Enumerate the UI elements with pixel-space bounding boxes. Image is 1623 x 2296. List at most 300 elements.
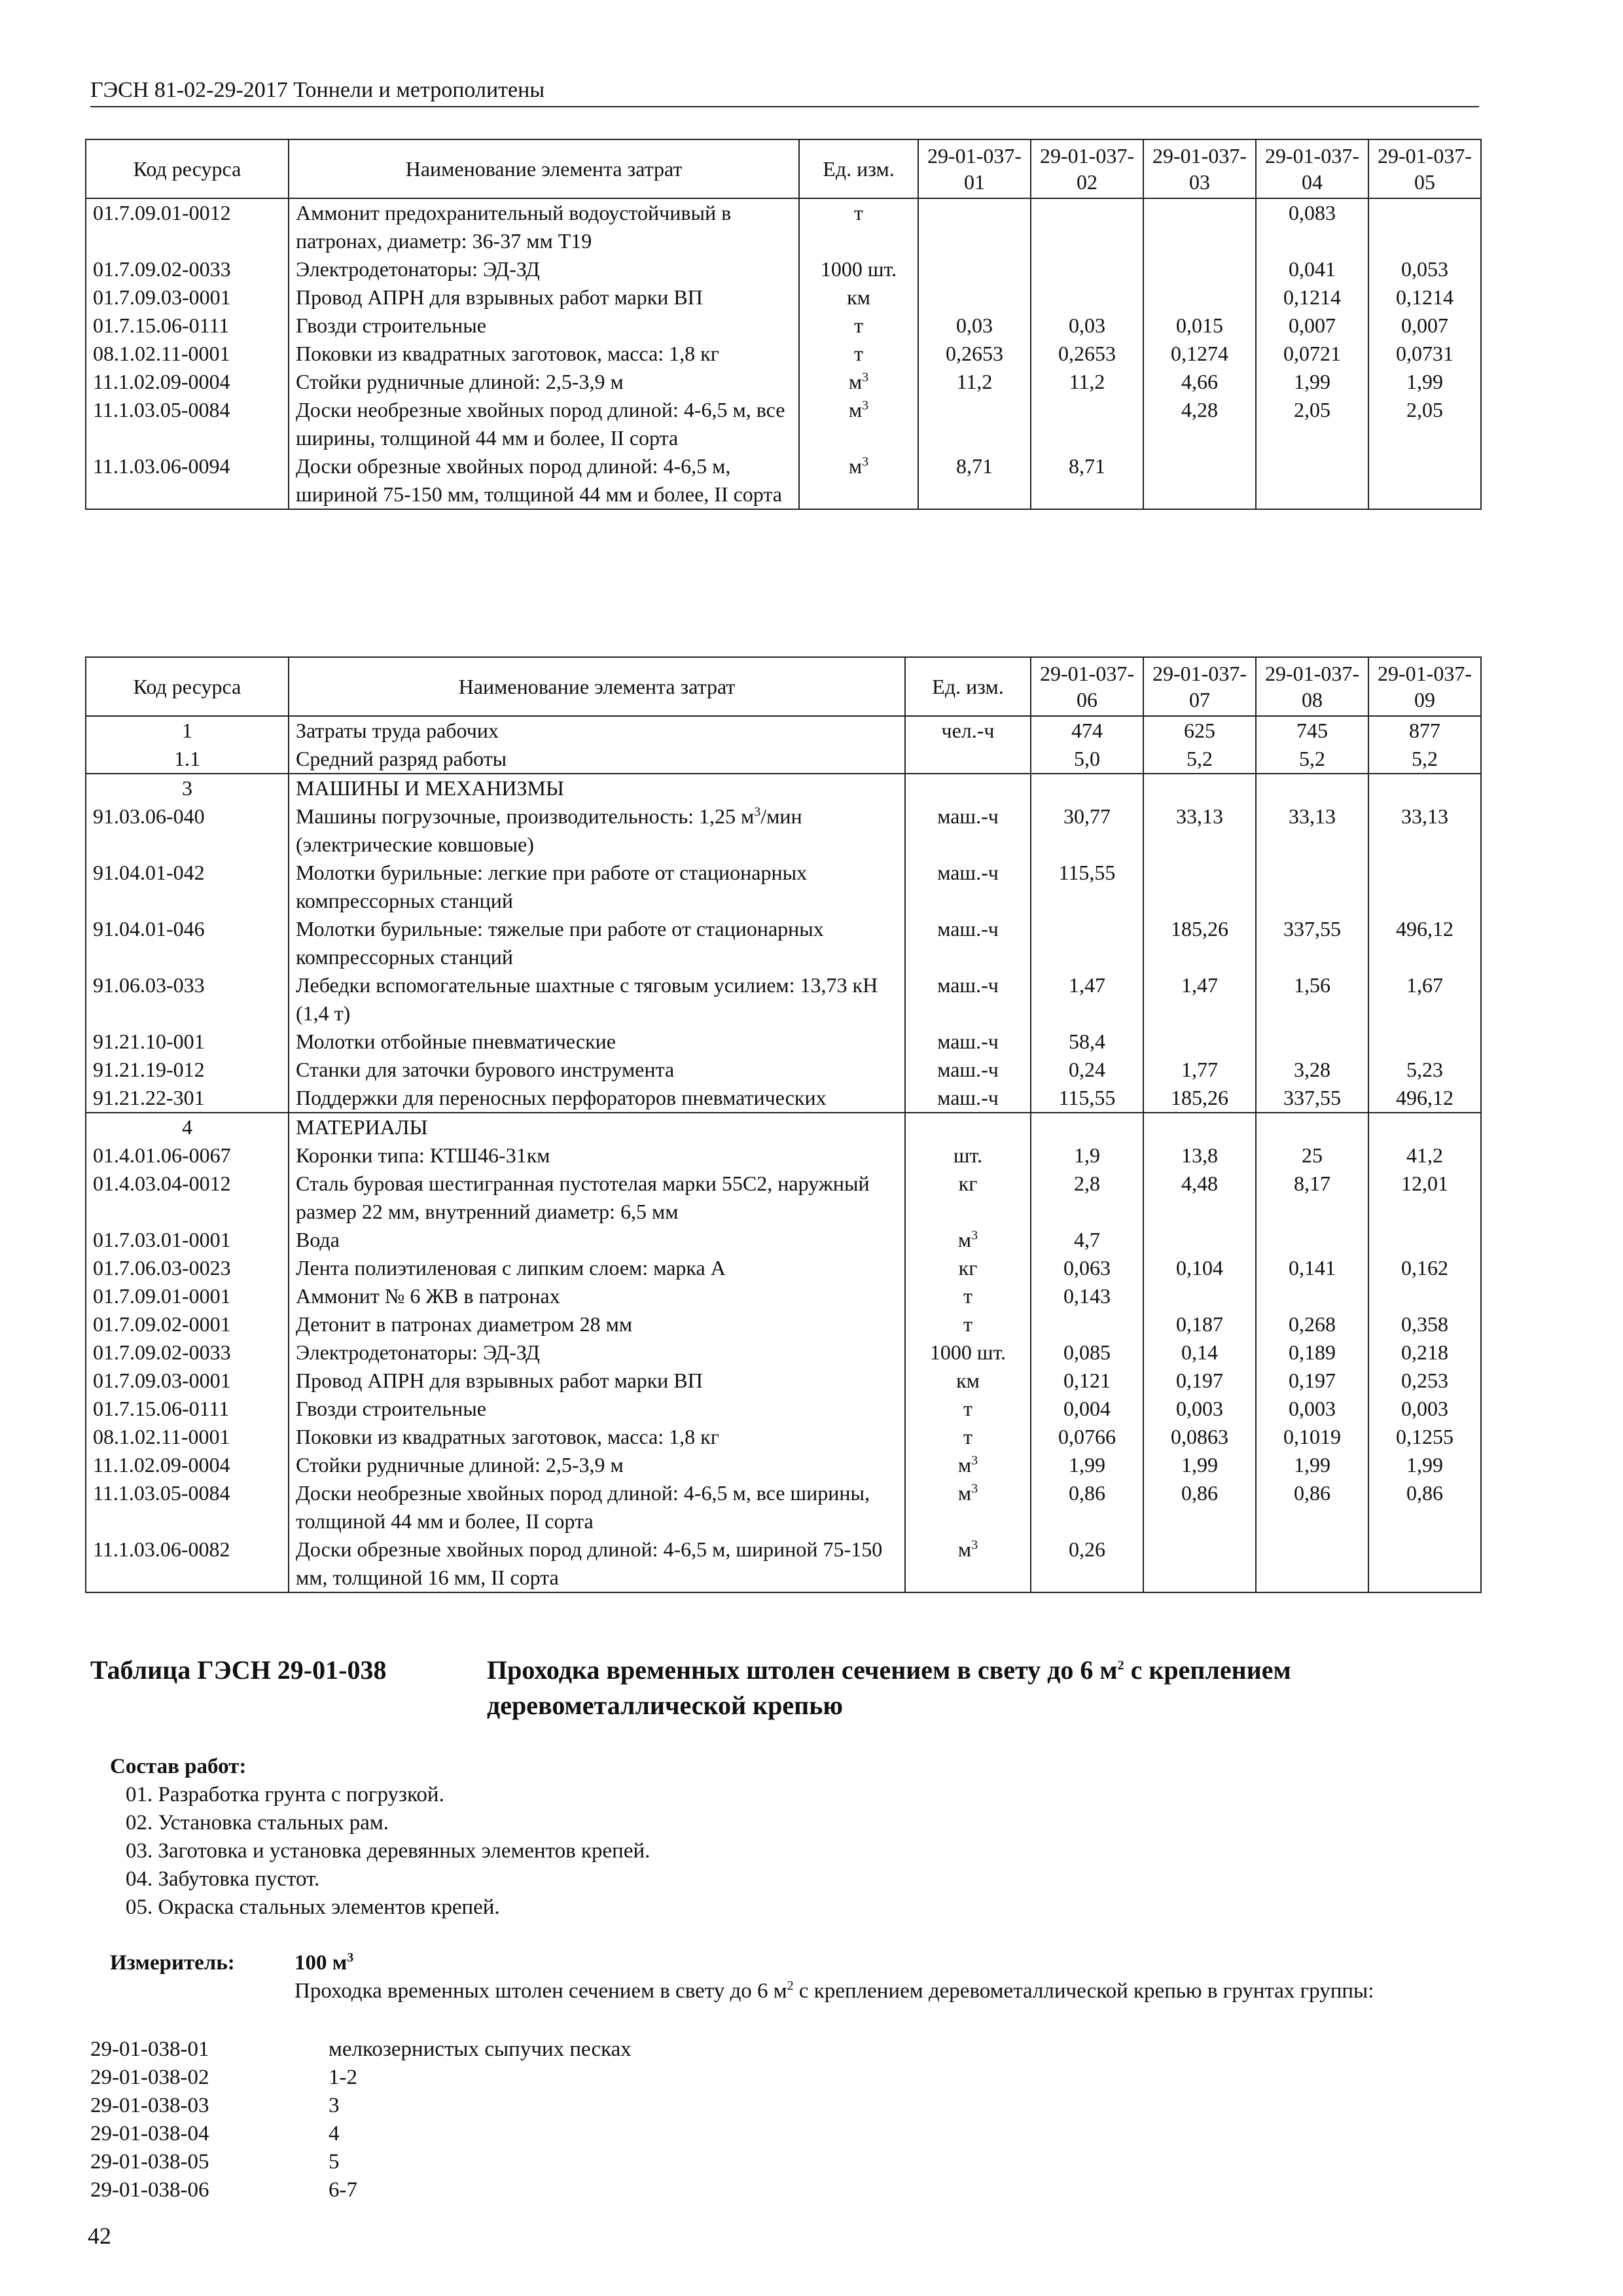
cell-value: 0,197 (1256, 1367, 1368, 1395)
cell-unit-text: т (854, 314, 863, 337)
cell-name-text: Сталь буровая шестигранная пустотелая марки 55С2, наружный размер 22 мм, внутренний диаметр: 6,5 мм (296, 1172, 870, 1223)
cell-name-text: Доски обрезные хвойных пород длиной: 4-6,5 м, шириной 75-150 мм, толщиной 44 мм и более, II сорта (296, 454, 782, 506)
table-row (86, 716, 1481, 745)
cell-value: 337,55 (1256, 915, 1368, 971)
cell-unit (905, 1254, 1031, 1282)
cell-value: 5,23 (1368, 1056, 1481, 1084)
code: 29-01-038-05 (90, 2150, 209, 2174)
cell-unit (905, 1226, 1031, 1254)
cell-name (289, 1254, 905, 1282)
cell-code: 01.7.03.01-0001 (86, 1226, 289, 1254)
table-row (86, 1141, 1481, 1170)
cell-code: 11.1.03.05-0084 (86, 1479, 289, 1535)
cell-code: 01.7.09.01-0001 (86, 1282, 289, 1310)
cell-name (289, 396, 799, 452)
cell-value: 0,86 (1368, 1479, 1481, 1535)
measure-unit (294, 1949, 353, 1977)
cell-value: 337,55 (1256, 1084, 1368, 1113)
table-row (86, 1282, 1481, 1310)
cell-unit-text: м (957, 1481, 972, 1505)
cell-name (289, 1535, 905, 1592)
measure-description (294, 1977, 1499, 2005)
cell-value (1368, 198, 1481, 255)
cell-unit-text: т (963, 1312, 972, 1336)
cell-name (289, 1479, 905, 1535)
cell-value (1143, 1028, 1256, 1056)
resource-table-2 (85, 656, 1482, 1593)
header-col: 29-01-037-04 (1256, 139, 1368, 198)
table-row (86, 1395, 1481, 1423)
cell-value: 1,99 (1256, 368, 1368, 396)
cell-value (1143, 198, 1256, 255)
cell-value (1031, 255, 1143, 283)
cell-value: 33,13 (1256, 802, 1368, 859)
code: 29-01-038-02 (90, 2066, 209, 2089)
cell-name-text: Лента полиэтиленовая с липким слоем: марка А (296, 1256, 726, 1280)
cell-name (289, 1113, 905, 1141)
cell-value (1143, 774, 1256, 802)
cell-code: 91.04.01-042 (86, 859, 289, 915)
table-row (86, 1254, 1481, 1282)
cell-name (289, 745, 905, 774)
cell-name (289, 255, 799, 283)
measure-desc-post: с креплением деревометаллической крепью в грунтах группы: (793, 1979, 1374, 2003)
cell-name-text: МАТЕРИАЛЫ (296, 1115, 428, 1139)
cell-value: 1,99 (1143, 1451, 1256, 1479)
table-row (86, 1056, 1481, 1084)
cell-unit (799, 396, 918, 452)
cell-value: 33,13 (1143, 802, 1256, 859)
cell-code: 11.1.02.09-0004 (86, 368, 289, 396)
cell-unit (905, 1170, 1031, 1226)
cell-name (289, 802, 905, 859)
cell-unit-sup: 3 (971, 1453, 978, 1468)
cell-value: 4,66 (1143, 368, 1256, 396)
cell-name (289, 198, 799, 255)
cell-value (918, 283, 1031, 312)
cell-code: 11.1.03.06-0094 (86, 452, 289, 509)
cell-name-text: Электродетонаторы: ЭД-ЗД (296, 1340, 540, 1364)
cell-value (1143, 859, 1256, 915)
table-row (86, 1479, 1481, 1535)
cell-value: 0,86 (1143, 1479, 1256, 1535)
cell-name-text: Провод АПРН для взрывных работ марки ВП (296, 285, 703, 309)
cell-name-text: Машины погрузочные, производительность: 1,25 (296, 804, 736, 828)
cell-value: 0,03 (1031, 312, 1143, 340)
header-col: 29-01-037-05 (1368, 139, 1481, 198)
cell-name-unit: м (741, 804, 755, 828)
cell-value (1143, 1226, 1256, 1254)
cell-unit-text: кг (958, 1172, 978, 1195)
cell-name (289, 1028, 905, 1056)
group: 1-2 (329, 2066, 357, 2089)
code: 29-01-038-01 (90, 2037, 209, 2061)
cell-unit (905, 1282, 1031, 1310)
table-row (86, 1084, 1481, 1113)
cell-code: 08.1.02.11-0001 (86, 1423, 289, 1451)
cell-unit-text: т (854, 342, 863, 365)
cell-name (289, 1451, 905, 1479)
header-unit: Ед. изм. (799, 139, 918, 198)
cell-value (918, 396, 1031, 452)
cell-value: 0,1255 (1368, 1423, 1481, 1451)
cell-value (1031, 1113, 1143, 1141)
cell-code: 11.1.03.05-0084 (86, 396, 289, 452)
cell-name-text: Аммонит предохранительный водоустойчивый в патронах, диаметр: 36-37 мм Т19 (296, 201, 732, 253)
works-item: 05. Окраска стальных элементов крепей. (126, 1895, 500, 1919)
cell-value (1143, 1535, 1256, 1592)
works-item: 01. Разработка грунта с погрузкой. (126, 1783, 444, 1806)
header-unit: Ед. изм. (905, 657, 1031, 716)
cell-name (289, 1084, 905, 1113)
cell-name (289, 452, 799, 509)
group: 4 (329, 2122, 340, 2145)
cell-name (289, 340, 799, 368)
cell-unit (905, 802, 1031, 859)
cell-value (1031, 396, 1143, 452)
cell-unit-text: т (963, 1397, 972, 1420)
cell-name (289, 971, 905, 1028)
cell-unit-sup: 3 (971, 1228, 978, 1243)
cell-value: 1,47 (1143, 971, 1256, 1028)
cell-name (289, 774, 905, 802)
cell-unit-text: маш.-ч (937, 973, 999, 997)
cell-name (289, 1395, 905, 1423)
cell-value: 8,17 (1256, 1170, 1368, 1226)
works-item: 03. Заготовка и установка деревянных элементов крепей. (126, 1839, 651, 1863)
table-row (86, 1367, 1481, 1395)
cell-value (1256, 1226, 1368, 1254)
cell-value (1368, 1282, 1481, 1310)
cell-value (1368, 1113, 1481, 1141)
table-label: Таблица ГЭСН 29-01-038 (90, 1655, 387, 1685)
cell-value: 0,189 (1256, 1338, 1368, 1367)
table-row (86, 283, 1481, 312)
cell-code: 1 (86, 716, 289, 745)
cell-name-cont: /мин (электрические ковшовые) (296, 804, 802, 856)
cell-value: 1,67 (1368, 971, 1481, 1028)
header-col: 29-01-037-02 (1031, 139, 1143, 198)
table-row (86, 1170, 1481, 1226)
header-name: Наименование элемента затрат (289, 139, 799, 198)
cell-value: 185,26 (1143, 915, 1256, 971)
header-col: 29-01-037-09 (1368, 657, 1481, 716)
cell-value: 0,03 (918, 312, 1031, 340)
cell-unit-text: шт. (953, 1143, 983, 1167)
table-row (86, 774, 1481, 802)
cell-value: 625 (1143, 716, 1256, 745)
cell-value: 25 (1256, 1141, 1368, 1170)
cell-name (289, 368, 799, 396)
cell-name (289, 1367, 905, 1395)
table-row (86, 915, 1481, 971)
page-header-title: ГЭСН 81-02-29-2017 Тоннели и метрополитены (90, 78, 545, 102)
cell-value (1031, 774, 1143, 802)
table-row (86, 1226, 1481, 1254)
cell-code: 01.7.15.06-0111 (86, 312, 289, 340)
header-code: Код ресурса (86, 139, 289, 198)
cell-value: 0,015 (1143, 312, 1256, 340)
cell-name-text: Доски обрезные хвойных пород длиной: 4-6,5 м, шириной 75-150 мм, толщиной 16 мм, II сорта (296, 1537, 883, 1589)
cell-value (1143, 452, 1256, 509)
measure-unit-sup: 3 (347, 1950, 354, 1965)
cell-name (289, 283, 799, 312)
measure-desc-pre: Проходка временных штолен сечением в свету до 6 м (294, 1979, 787, 2003)
cell-value: 0,003 (1143, 1395, 1256, 1423)
cell-value: 0,063 (1031, 1254, 1143, 1282)
code: 29-01-038-03 (90, 2094, 209, 2117)
cell-unit-sup: 3 (971, 1481, 978, 1496)
works-item: 04. Забутовка пустот. (126, 1867, 320, 1891)
cell-value: 0,083 (1256, 198, 1368, 255)
cell-unit (799, 340, 918, 368)
cell-name (289, 1282, 905, 1310)
cell-name-text: Коронки типа: КТШ46-31км (296, 1143, 550, 1167)
cell-value: 496,12 (1368, 915, 1481, 971)
cell-value: 0,004 (1031, 1395, 1143, 1423)
header-col: 29-01-037-08 (1256, 657, 1368, 716)
cell-code: 91.04.01-046 (86, 915, 289, 971)
cell-unit (905, 1395, 1031, 1423)
cell-name-text: Затраты труда рабочих (296, 719, 499, 742)
cell-name-text: Молотки бурильные: легкие при работе от стационарных компрессорных станций (296, 861, 808, 912)
cell-unit-text: км (956, 1369, 980, 1392)
cell-unit-text: м (848, 370, 863, 393)
cell-code: 01.7.09.03-0001 (86, 1367, 289, 1395)
cell-name-text: Стойки рудничные длиной: 2,5-3,9 м (296, 1453, 624, 1477)
cell-value: 496,12 (1368, 1084, 1481, 1113)
cell-unit-text: 1000 шт. (820, 257, 897, 281)
list-item (90, 2148, 1007, 2176)
cell-value: 1,99 (1031, 1451, 1143, 1479)
cell-unit (905, 1479, 1031, 1535)
header-code: Код ресурса (86, 657, 289, 716)
cell-value: 745 (1256, 716, 1368, 745)
cell-code: 11.1.02.09-0004 (86, 1451, 289, 1479)
cell-value: 115,55 (1031, 859, 1143, 915)
table-row (86, 745, 1481, 774)
list-item (90, 2092, 1007, 2120)
page-number: 42 (88, 2223, 111, 2249)
cell-unit-text: маш.-ч (937, 804, 999, 828)
cell-unit-text: км (847, 285, 870, 309)
cell-unit (905, 1535, 1031, 1592)
cell-name-sup: 3 (754, 804, 761, 819)
cell-value: 0,26 (1031, 1535, 1143, 1592)
cell-value: 0,104 (1143, 1254, 1256, 1282)
cell-value (918, 255, 1031, 283)
works-list (110, 1753, 650, 1922)
cell-value: 4,28 (1143, 396, 1256, 452)
cell-name-text: Доски необрезные хвойных пород длиной: 4-6,5 м, все ширины, толщиной 44 мм и более, II сорта (296, 1481, 870, 1533)
cell-value: 5,2 (1143, 745, 1256, 774)
cell-value: 0,162 (1368, 1254, 1481, 1282)
cell-unit (799, 368, 918, 396)
cell-value: 0,14 (1143, 1338, 1256, 1367)
table-header-row (86, 139, 1481, 198)
cell-unit-text: маш.-ч (937, 1086, 999, 1109)
table-row (86, 452, 1481, 509)
cell-value: 0,1274 (1143, 340, 1256, 368)
table-body (86, 716, 1481, 1592)
cell-unit (905, 1056, 1031, 1084)
table-name-pre: Проходка временных штолен сечением в свету до 6 м (487, 1655, 1118, 1685)
cell-value: 0,0863 (1143, 1423, 1256, 1451)
cell-value (1143, 1113, 1256, 1141)
cell-unit (905, 859, 1031, 915)
cell-unit-text: 1000 шт. (929, 1340, 1007, 1364)
cell-value: 30,77 (1031, 802, 1143, 859)
cell-value: 41,2 (1368, 1141, 1481, 1170)
cell-unit-text: маш.-ч (937, 917, 999, 941)
cell-unit-text: маш.-ч (937, 1058, 999, 1081)
cell-name (289, 312, 799, 340)
cell-name-text: Поковки из квадратных заготовок, масса: 1,8 кг (296, 1425, 719, 1448)
cell-code: 91.03.06-040 (86, 802, 289, 859)
cell-unit (799, 255, 918, 283)
table-row (86, 1338, 1481, 1367)
cell-name-text: Провод АПРН для взрывных работ марки ВП (296, 1369, 703, 1392)
cell-value (1256, 452, 1368, 509)
cell-value: 0,003 (1256, 1395, 1368, 1423)
cell-value: 0,2653 (1031, 340, 1143, 368)
cell-value (1368, 1226, 1481, 1254)
cell-code: 01.7.06.03-0023 (86, 1254, 289, 1282)
table-body (86, 198, 1481, 509)
cell-name (289, 915, 905, 971)
cell-value (1368, 1028, 1481, 1056)
cell-unit-text: маш.-ч (937, 1030, 999, 1053)
table-row (86, 1535, 1481, 1592)
cell-value: 0,253 (1368, 1367, 1481, 1395)
header-col: 29-01-037-01 (918, 139, 1031, 198)
cell-value: 0,085 (1031, 1338, 1143, 1367)
cell-value: 0,24 (1031, 1056, 1143, 1084)
list-item (90, 2120, 1007, 2148)
cell-unit-sup: 3 (862, 454, 869, 469)
code: 29-01-038-06 (90, 2178, 209, 2202)
cell-name (289, 1141, 905, 1170)
cell-value: 0,86 (1256, 1479, 1368, 1535)
cell-value (1256, 774, 1368, 802)
cell-value: 0,0766 (1031, 1423, 1143, 1451)
cell-unit (905, 1141, 1031, 1170)
table-row (86, 396, 1481, 452)
cell-value (1256, 1282, 1368, 1310)
table-row (86, 1113, 1481, 1141)
list-item (90, 2036, 1007, 2064)
cell-name-text: Поддержки для переносных перфораторов пневматических (296, 1086, 827, 1109)
table-row (86, 368, 1481, 396)
cell-name-text: Детонит в патронах диаметром 28 мм (296, 1312, 633, 1336)
cell-name-text: Станки для заточки бурового инструмента (296, 1058, 675, 1081)
cell-value: 5,2 (1368, 745, 1481, 774)
group: 6-7 (329, 2178, 357, 2202)
cell-value (1368, 859, 1481, 915)
cell-value: 0,0731 (1368, 340, 1481, 368)
cell-value: 33,13 (1368, 802, 1481, 859)
cell-unit-text: м (848, 454, 863, 478)
cell-value: 1,47 (1031, 971, 1143, 1028)
cell-name-text: Вода (296, 1228, 340, 1251)
cell-value: 1,56 (1256, 971, 1368, 1028)
cell-name-text: Доски необрезные хвойных пород длиной: 4-6,5 м, все ширины, толщиной 44 мм и более, II сорта (296, 398, 785, 450)
measure-desc-sup: 2 (787, 1979, 794, 1993)
cell-unit-text: маш.-ч (937, 861, 999, 884)
cell-value (1368, 774, 1481, 802)
cell-code: 91.21.22-301 (86, 1084, 289, 1113)
cell-unit (905, 915, 1031, 971)
cell-name-text: Аммонит № 6 ЖВ в патронах (296, 1284, 560, 1308)
cell-value (1256, 1028, 1368, 1056)
header-col: 29-01-037-07 (1143, 657, 1256, 716)
cell-name-text: Средний разряд работы (296, 747, 507, 770)
cell-value: 3,28 (1256, 1056, 1368, 1084)
cell-unit (905, 1113, 1031, 1141)
cell-code: 01.7.09.02-0001 (86, 1310, 289, 1338)
code: 29-01-038-04 (90, 2122, 209, 2145)
cell-unit-text: м (848, 398, 863, 422)
table-row (86, 255, 1481, 283)
cell-name (289, 1170, 905, 1226)
cell-value (1031, 198, 1143, 255)
cell-unit (905, 1028, 1031, 1056)
cell-unit (799, 312, 918, 340)
cell-code: 01.7.09.03-0001 (86, 283, 289, 312)
cell-unit (905, 1367, 1031, 1395)
measure-codes (90, 2036, 1007, 2204)
cell-value (1031, 1310, 1143, 1338)
cell-value: 58,4 (1031, 1028, 1143, 1056)
cell-value: 1,77 (1143, 1056, 1256, 1084)
cell-unit (799, 283, 918, 312)
table-row (86, 1028, 1481, 1056)
table-row (86, 1310, 1481, 1338)
cell-name-text: Гвозди строительные (296, 1397, 486, 1420)
cell-value: 2,8 (1031, 1170, 1143, 1226)
cell-value: 12,01 (1368, 1170, 1481, 1226)
table-row (86, 198, 1481, 255)
cell-value: 0,0721 (1256, 340, 1368, 368)
table-row (86, 312, 1481, 340)
cell-code: 01.7.09.01-0012 (86, 198, 289, 255)
cell-value (1256, 1535, 1368, 1592)
cell-value: 0,003 (1368, 1395, 1481, 1423)
cell-name-text: Электродетонаторы: ЭД-ЗД (296, 257, 540, 281)
cell-value: 11,2 (918, 368, 1031, 396)
table-name (487, 1653, 1495, 1723)
cell-value (1143, 1282, 1256, 1310)
cell-value: 0,268 (1256, 1310, 1368, 1338)
cell-name-text: Молотки бурильные: тяжелые при работе от стационарных компрессорных станций (296, 917, 824, 969)
cell-unit-sup: 3 (862, 398, 869, 413)
cell-value: 0,041 (1256, 255, 1368, 283)
cell-unit-text: м (957, 1537, 972, 1561)
cell-name-text: Стойки рудничные длиной: 2,5-3,9 м (296, 370, 624, 393)
cell-value: 0,141 (1256, 1254, 1368, 1282)
cell-value: 0,143 (1031, 1282, 1143, 1310)
cell-value: 0,187 (1143, 1310, 1256, 1338)
cell-code: 91.21.19-012 (86, 1056, 289, 1084)
cell-code: 01.7.15.06-0111 (86, 1395, 289, 1423)
cell-name (289, 1423, 905, 1451)
cell-unit (905, 1451, 1031, 1479)
table-row (86, 859, 1481, 915)
cell-unit-sup: 3 (971, 1537, 978, 1552)
cell-code: 01.7.09.02-0033 (86, 255, 289, 283)
cell-value: 474 (1031, 716, 1143, 745)
cell-value: 0,053 (1368, 255, 1481, 283)
